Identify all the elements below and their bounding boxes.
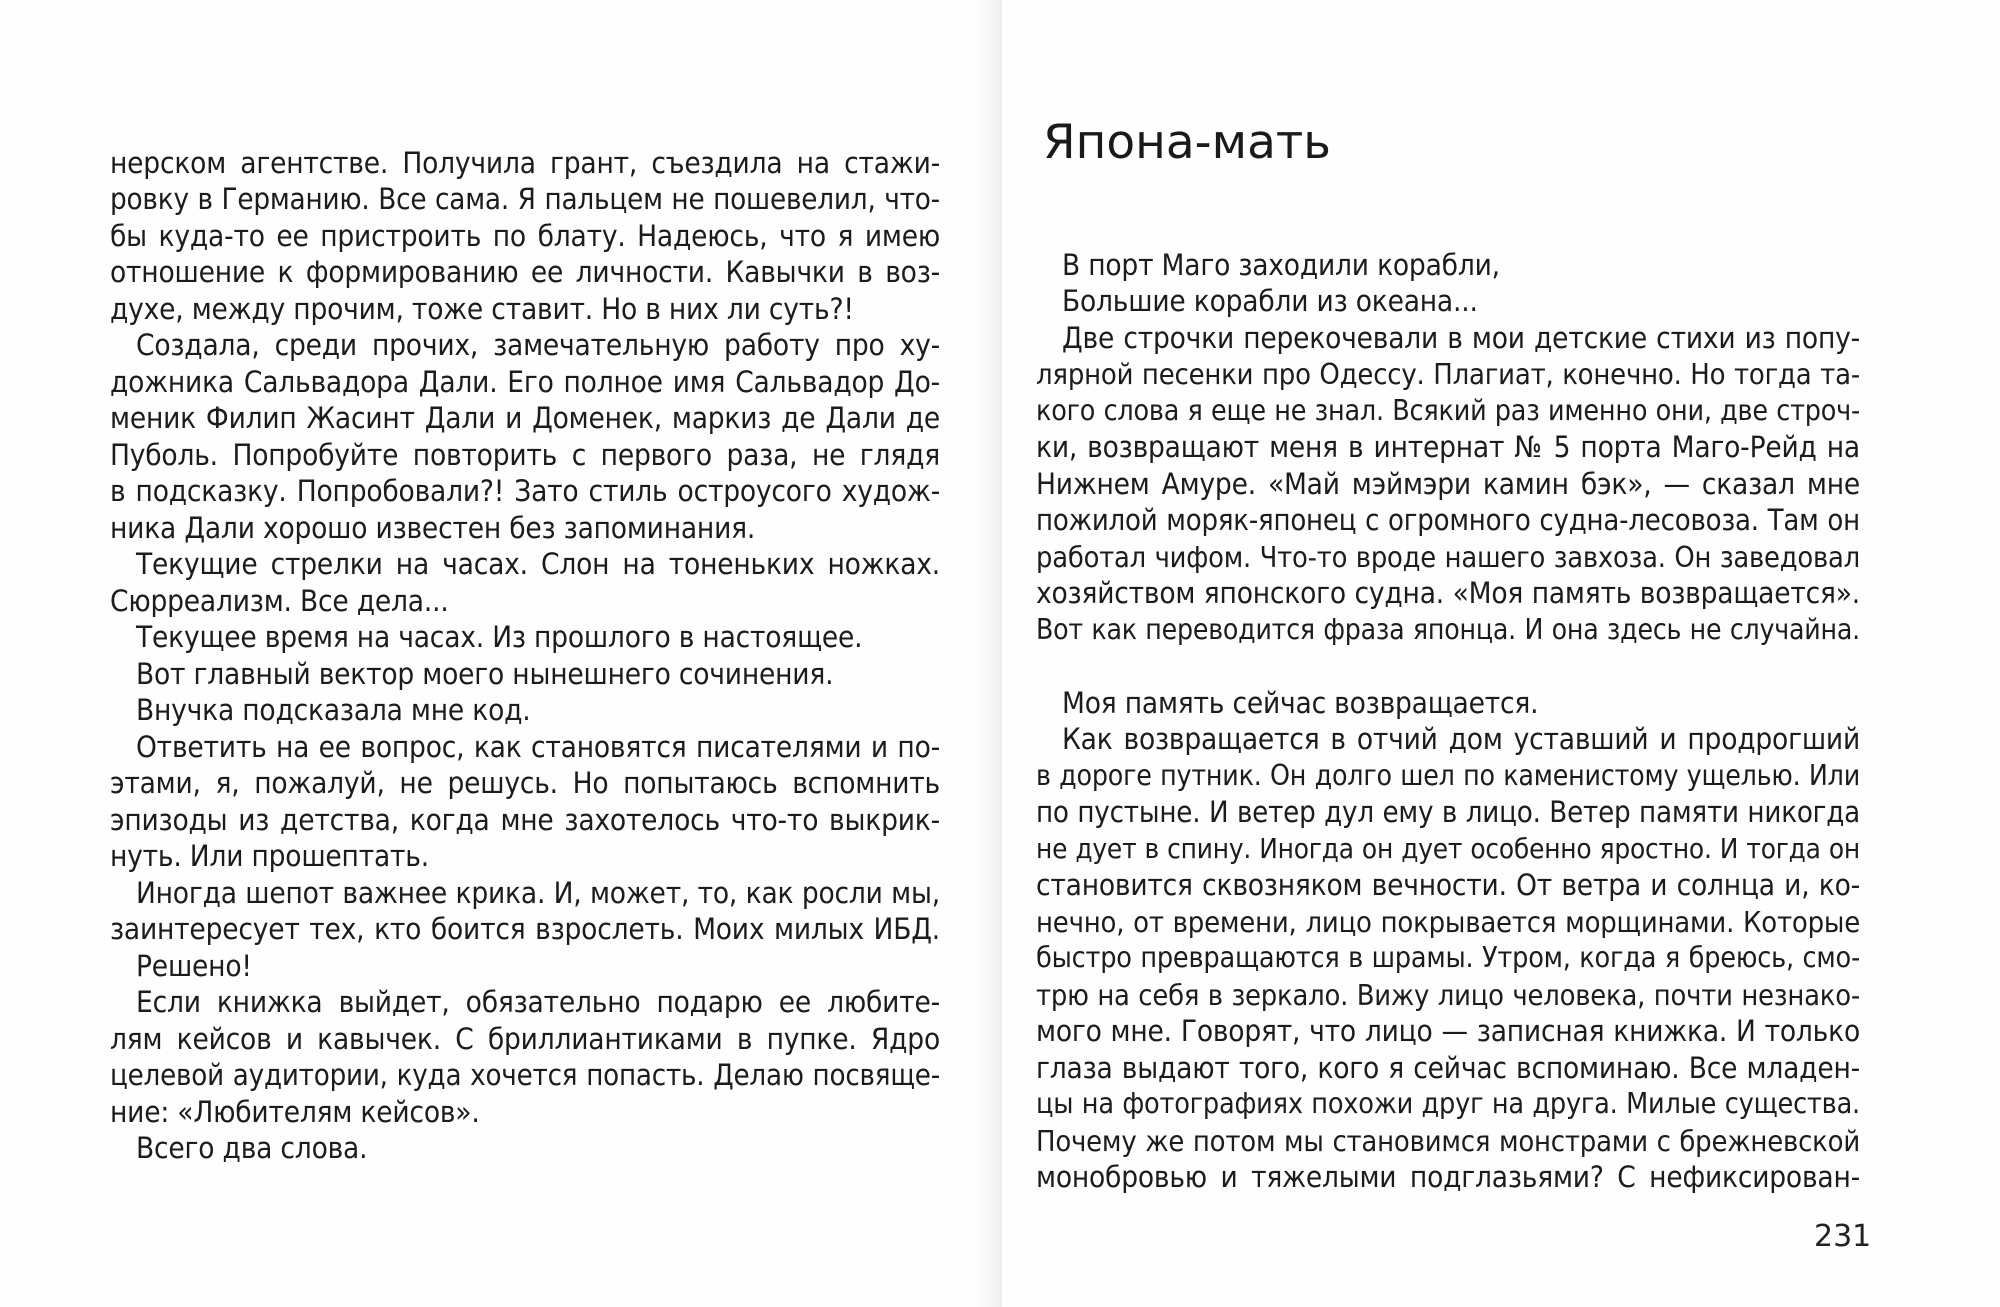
text-line: ки, возвращают меня в интернат № 5 порта Маго-Рейд на bbox=[1036, 430, 1860, 464]
paragraph-start: Моя память сейчас возвращается. bbox=[1062, 686, 1539, 720]
text-line: дожника Сальвадора Дали. Его полное имя Сальвадор До- bbox=[110, 365, 940, 399]
text-line: монобровью и тяжелыми подглазьями? С нефиксирован- bbox=[1036, 1160, 1860, 1194]
paragraph-start: Всего два слова. bbox=[136, 1131, 368, 1165]
paragraph-start: Как возвращается в отчий дом уставший и продрогший bbox=[1062, 722, 1860, 756]
text-line: духе, между прочим, тоже ставит. Но в них ли суть?! bbox=[110, 292, 854, 326]
text-line: меник Филип Жасинт Дали и Доменек, маркиз де Дали де bbox=[110, 401, 940, 435]
text-line: быстро превращаются в шрамы. Утром, когда я бреюсь, смо- bbox=[1036, 941, 1860, 974]
right-page bbox=[1002, 0, 2000, 1307]
paragraph-start: Текущие стрелки на часах. Слон на тоненьких ножках. bbox=[136, 547, 940, 581]
text-line: Вот как переводится фраза японца. И она здесь не случайна. bbox=[1036, 613, 1860, 646]
text-line: отношение к формированию ее личности. Кавычки в воз- bbox=[110, 255, 940, 289]
text-line: не дует в спину. Иногда он дует особенно яростно. И тогда он bbox=[1036, 832, 1860, 865]
text-line: хозяйством японского судна. «Моя память возвращается». bbox=[1036, 576, 1860, 610]
text-line: эпизоды из детства, когда мне захотелось что-то выкрик- bbox=[110, 803, 940, 837]
text-line: пожилой моряк-японец с огромного судна-лесовоза. Там он bbox=[1036, 503, 1860, 537]
chapter-title: Япона-мать bbox=[1043, 115, 1331, 170]
text-line: ровку в Германию. Все сама. Я пальцем не пошевелил, что- bbox=[110, 182, 940, 216]
paragraph-start: Ответить на ее вопрос, как становятся писателями и по- bbox=[136, 730, 940, 764]
text-line: этами, я, пожалуй, не решусь. Но попытаюсь вспомнить bbox=[110, 766, 940, 800]
text-line: по пустыне. И ветер дул ему в лицо. Ветер памяти никогда bbox=[1036, 795, 1860, 829]
text-line: кого слова я еще не знал. Всякий раз именно они, две строч- bbox=[1036, 394, 1860, 427]
verse-line: Большие корабли из океана... bbox=[1062, 284, 1478, 318]
paragraph-start: Иногда шепот важнее крика. И, может, то, как росли мы, bbox=[136, 876, 940, 910]
paragraph-start: Внучка подсказала мне код. bbox=[136, 693, 531, 727]
text-line: целевой аудитории, куда хочется попасть. Делаю посвяще- bbox=[110, 1058, 940, 1092]
text-line: в подсказку. Попробовали?! Зато стиль остроусого худож- bbox=[110, 474, 940, 508]
verse-line: В порт Маго заходили корабли, bbox=[1062, 248, 1500, 282]
text-line: Почему же потом мы становимся монстрами с брежневской bbox=[1036, 1124, 1860, 1158]
text-line: лям кейсов и кавычек. С бриллиантиками в пупке. Ядро bbox=[110, 1022, 940, 1056]
paragraph-start: Решено! bbox=[136, 949, 252, 983]
text-line: в дороге путник. Он долго шел по каменистому ущелью. Или bbox=[1036, 759, 1860, 792]
text-line: заинтересует тех, кто боится взрослеть. Моих милых ИБД. bbox=[110, 912, 940, 946]
text-line: нуть. Или прошептать. bbox=[110, 839, 429, 873]
paragraph-start: Если книжка выйдет, обязательно подарю ее любите- bbox=[136, 985, 940, 1019]
text-line: глаза выдают того, кого я сейчас вспоминаю. Все младен- bbox=[1036, 1051, 1860, 1085]
text-line: Сюрреализм. Все дела... bbox=[110, 584, 449, 618]
text-line: нечно, от времени, лицо покрывается морщинами. Которые bbox=[1036, 905, 1860, 939]
paragraph-start: Две строчки перекочевали в мои детские стихи из попу- bbox=[1062, 321, 1860, 355]
paragraph-start: Создала, среди прочих, замечательную работу про ху- bbox=[136, 328, 940, 362]
text-line: Нижнем Амуре. «Май мэймэри камин бэк», — сказал мне bbox=[1036, 467, 1860, 501]
text-line: нерском агентстве. Получила грант, съездила на стажи- bbox=[110, 146, 940, 180]
paragraph-start: Текущее время на часах. Из прошлого в настоящее. bbox=[136, 620, 863, 654]
text-line: Пуболь. Попробуйте повторить с первого раза, не глядя bbox=[110, 438, 940, 472]
paragraph-start: Вот главный вектор моего нынешнего сочинения. bbox=[136, 657, 834, 691]
text-line: мого мне. Говорят, что лицо — записная книжка. И только bbox=[1036, 1014, 1860, 1048]
page-number: 231 bbox=[1814, 1219, 1872, 1254]
left-page bbox=[0, 0, 998, 1307]
text-line: ние: «Любителям кейсов». bbox=[110, 1095, 480, 1129]
text-line: цы на фотографиях похожи друг на друга. Милые существа. bbox=[1036, 1087, 1860, 1120]
text-line: работал чифом. Что-то вроде нашего завхоза. Он заведовал bbox=[1036, 540, 1860, 574]
text-line: становится сквозняком вечности. От ветра и солнца и, ко- bbox=[1036, 868, 1860, 902]
text-line: лярной песенки про Одессу. Плагиат, конечно. Но тогда та- bbox=[1036, 357, 1860, 391]
text-line: бы куда-то ее пристроить по блату. Надеюсь, что я имею bbox=[110, 219, 940, 253]
text-line: ника Дали хорошо известен без запоминания. bbox=[110, 511, 756, 545]
text-line: трю на себя в зеркало. Вижу лицо человека, почти незнако- bbox=[1036, 978, 1860, 1012]
